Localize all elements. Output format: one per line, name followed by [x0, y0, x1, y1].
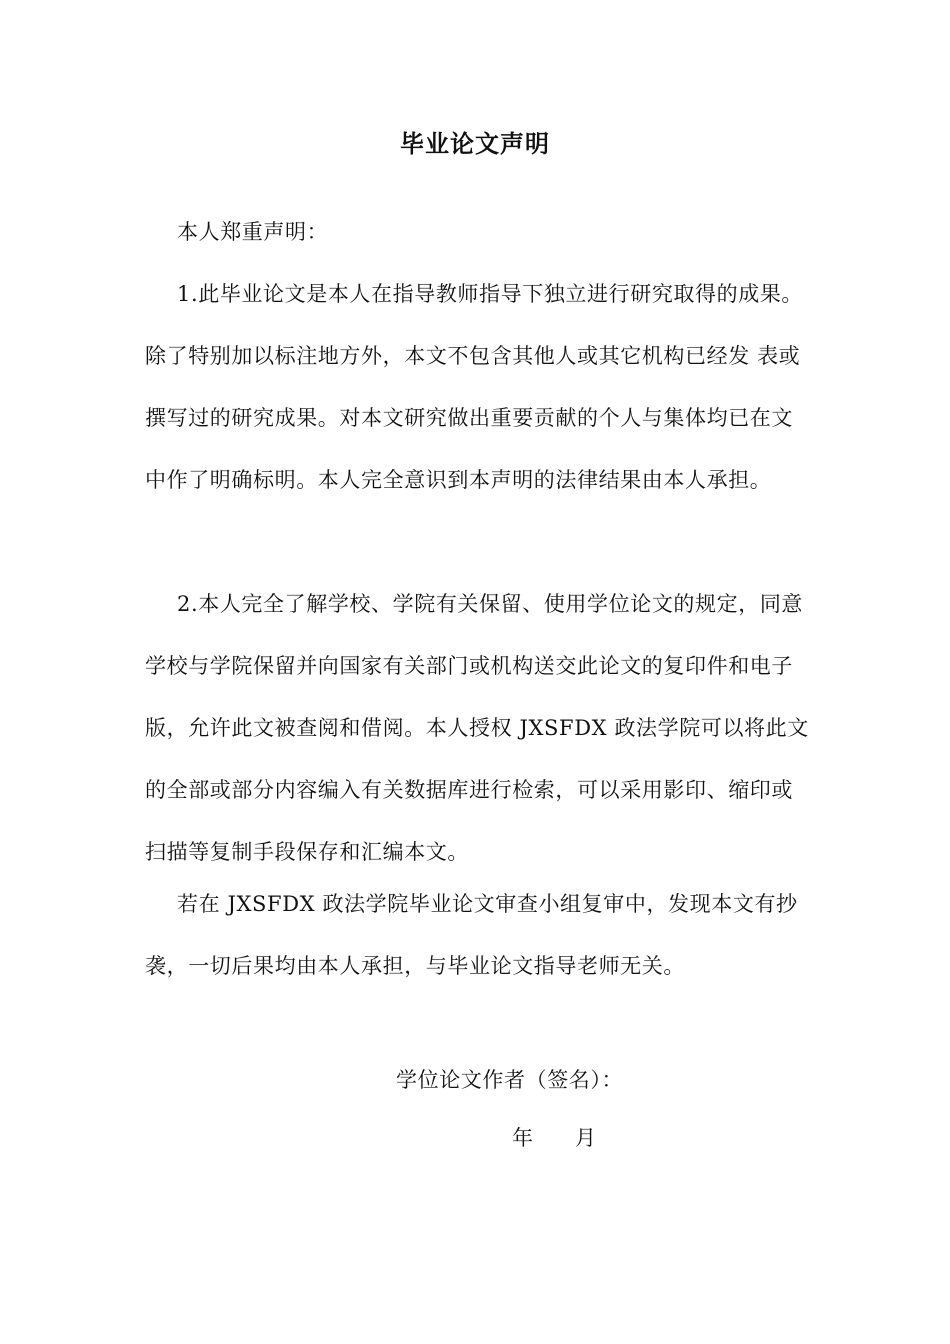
document-title: 毕业论文声明 — [400, 130, 550, 158]
date-month-label: 月 — [575, 1126, 596, 1150]
intro-line: 本人郑重声明： — [177, 220, 329, 244]
date-year-label: 年 — [512, 1126, 533, 1150]
declaration-paragraph-1: 1.此毕业论文是本人在指导教师指导下独立进行研究取得的成果。除了特别加以标注地方外，本文不包含其他人或其它机构已经发 表或撰写过的研究成果。对本文研究做出重要贡献的个人与集体均已在文中作了明确标明。本人完全意识到本声明的法律结果由本人承担。 — [145, 282, 804, 492]
declaration-paragraph-2: 2.本人完全了解学校、学院有关保留、使用学位论文的规定，同意学校与学院保留并向国家有关部门或机构送交此论文的复印件和电子版，允许此文被查阅和借阅。本人授权 JXSFDX 政法学院可以将此文的全部或部分内容编入有关数据库进行检索，可以采用影印、缩印或扫描等复制手段保存和汇编本文。 — [145, 592, 809, 864]
author-signature-label: 学位论文作者（签名）： — [396, 1068, 624, 1092]
declaration-paragraph-3: 若在 JXSFDX 政法学院毕业论文审查小组复审中，发现本文有抄袭，一切后果均由本人承担，与毕业论文指导老师无关。 — [145, 892, 798, 978]
signature-date — [512, 1118, 596, 1158]
